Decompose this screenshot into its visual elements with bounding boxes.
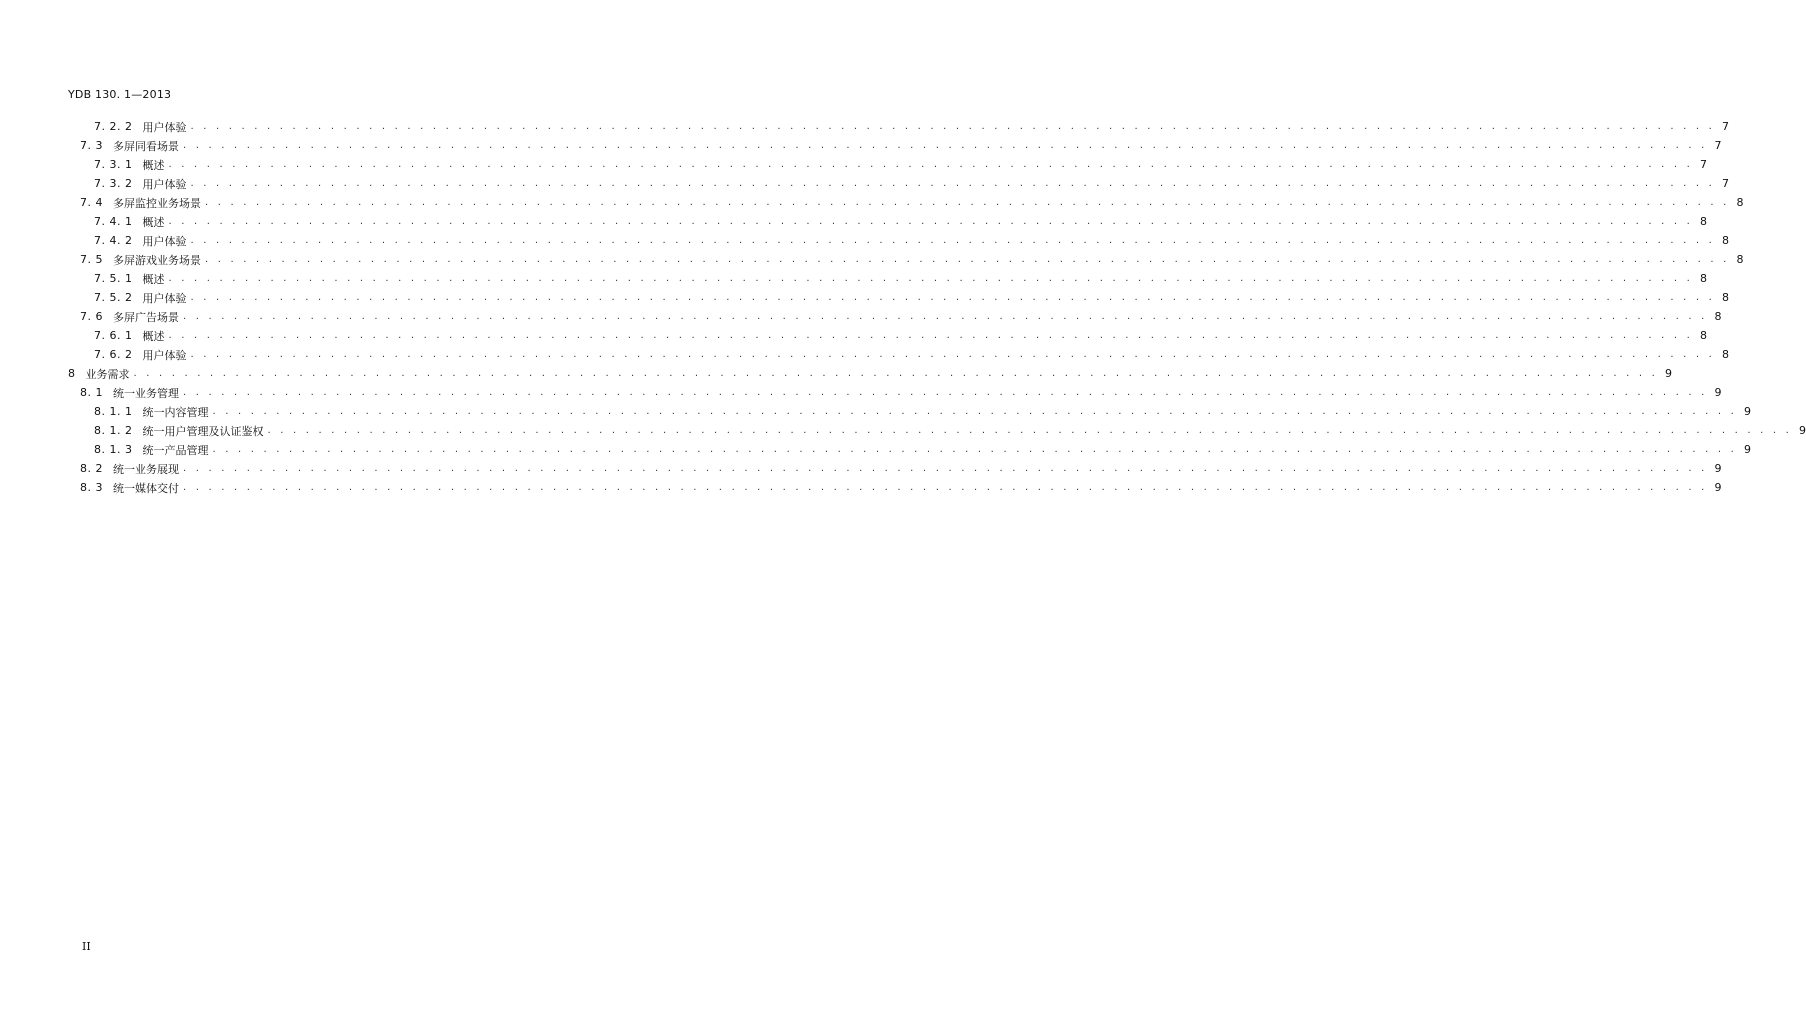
toc-entry[interactable] — [68, 459, 1722, 478]
toc-entry[interactable] — [68, 383, 1722, 402]
toc-entry[interactable] — [68, 193, 1744, 212]
toc-dot-leader: . . . . . . . . . . . . . . . . . . . . . . . . . . . . . . . . . . . . . . . . . . . . . . . . . . . . . . . . . . . . . . . . . . . . . . . . . . . . . . . . . . . . . . . . . . . . . . . . . . . . . . . . . . . . . . . . . . . . . . . . — [190, 348, 1715, 360]
toc-entry-page: 9 — [1714, 386, 1722, 399]
toc-dot-leader: . . . . . . . . . . . . . . . . . . . . . . . . . . . . . . . . . . . . . . . . . . . . . . . . . . . . . . . . . . . . . . . . . . . . . . . . . . . . . . . . . . . . . . . . . . . . . . . . . . . . . . . . . . . . . . . . . . . . . . . . — [168, 272, 1693, 284]
toc-entry-title: 多屏监控业务场景 — [113, 196, 201, 210]
toc-dot-leader: . . . . . . . . . . . . . . . . . . . . . . . . . . . . . . . . . . . . . . . . . . . . . . . . . . . . . . . . . . . . . . . . . . . . . . . . . . . . . . . . . . . . . . . . . . . . . . . . . . . . . . . . . . . . . . . . . . . . . . . . — [133, 367, 1659, 379]
toc-entry-page: 8 — [1700, 329, 1707, 342]
toc-entry-title: 多屏游戏业务场景 — [113, 253, 201, 267]
toc-entry-number: 8. 1. 1 — [94, 405, 133, 418]
toc-entry-number: 7. 6. 2 — [94, 348, 133, 361]
table-of-contents — [68, 117, 1806, 497]
toc-entry-page: 8 — [1722, 234, 1729, 247]
toc-entry[interactable] — [68, 250, 1744, 269]
toc-entry[interactable] — [68, 421, 1806, 440]
toc-entry-page: 7 — [1722, 177, 1729, 190]
toc-dot-leader: . . . . . . . . . . . . . . . . . . . . . . . . . . . . . . . . . . . . . . . . . . . . . . . . . . . . . . . . . . . . . . . . . . . . . . . . . . . . . . . . . . . . . . . . . . . . . . . . . . . . . . . . . . . . . . . . . . . . . . . . — [205, 196, 1730, 208]
toc-entry-title: 统一媒体交付 — [113, 481, 179, 495]
toc-dot-leader: . . . . . . . . . . . . . . . . . . . . . . . . . . . . . . . . . . . . . . . . . . . . . . . . . . . . . . . . . . . . . . . . . . . . . . . . . . . . . . . . . . . . . . . . . . . . . . . . . . . . . . . . . . . . . . . . . . . . . . . . — [190, 177, 1715, 189]
toc-dot-leader: . . . . . . . . . . . . . . . . . . . . . . . . . . . . . . . . . . . . . . . . . . . . . . . . . . . . . . . . . . . . . . . . . . . . . . . . . . . . . . . . . . . . . . . . . . . . . . . . . . . . . . . . . . . . . . . . . . . . . . . . — [183, 462, 1708, 474]
toc-entry-page: 8 — [1736, 253, 1744, 266]
toc-entry-number: 7. 4. 1 — [94, 215, 133, 228]
toc-dot-leader: . . . . . . . . . . . . . . . . . . . . . . . . . . . . . . . . . . . . . . . . . . . . . . . . . . . . . . . . . . . . . . . . . . . . . . . . . . . . . . . . . . . . . . . . . . . . . . . . . . . . . . . . . . . . . . . . . . . . . . . . — [212, 443, 1737, 455]
toc-entry-page: 8 — [1722, 291, 1729, 304]
toc-entry-title: 用户体验 — [142, 348, 187, 362]
toc-dot-leader: . . . . . . . . . . . . . . . . . . . . . . . . . . . . . . . . . . . . . . . . . . . . . . . . . . . . . . . . . . . . . . . . . . . . . . . . . . . . . . . . . . . . . . . . . . . . . . . . . . . . . . . . . . . . . . . . . . . . . . . . — [212, 405, 1737, 417]
toc-entry-page: 7 — [1714, 139, 1722, 152]
toc-dot-leader: . . . . . . . . . . . . . . . . . . . . . . . . . . . . . . . . . . . . . . . . . . . . . . . . . . . . . . . . . . . . . . . . . . . . . . . . . . . . . . . . . . . . . . . . . . . . . . . . . . . . . . . . . . . . . . . . . . . . . . . . — [168, 329, 1693, 341]
toc-entry[interactable] — [68, 364, 1673, 383]
toc-dot-leader: . . . . . . . . . . . . . . . . . . . . . . . . . . . . . . . . . . . . . . . . . . . . . . . . . . . . . . . . . . . . . . . . . . . . . . . . . . . . . . . . . . . . . . . . . . . . . . . . . . . . . . . . . . . . . . . . . . . . . . . . — [190, 120, 1715, 132]
toc-entry[interactable] — [68, 326, 1707, 345]
toc-entry-number: 7. 6 — [80, 310, 103, 323]
toc-dot-leader: . . . . . . . . . . . . . . . . . . . . . . . . . . . . . . . . . . . . . . . . . . . . . . . . . . . . . . . . . . . . . . . . . . . . . . . . . . . . . . . . . . . . . . . . . . . . . . . . . . . . . . . . . . . . . . . . . . . . . . . . — [205, 253, 1730, 265]
toc-entry[interactable] — [68, 307, 1722, 326]
toc-entry-title: 统一业务展现 — [113, 462, 179, 476]
toc-entry-number: 8 — [68, 367, 76, 380]
toc-entry-title: 用户体验 — [142, 234, 187, 248]
toc-entry[interactable] — [68, 174, 1729, 193]
toc-dot-leader: . . . . . . . . . . . . . . . . . . . . . . . . . . . . . . . . . . . . . . . . . . . . . . . . . . . . . . . . . . . . . . . . . . . . . . . . . . . . . . . . . . . . . . . . . . . . . . . . . . . . . . . . . . . . . . . . . . . . . . . . — [183, 139, 1708, 151]
toc-entry-title: 概述 — [142, 272, 165, 286]
toc-entry-number: 8. 1. 2 — [94, 424, 133, 437]
toc-entry-title: 统一产品管理 — [142, 443, 209, 457]
toc-dot-leader: . . . . . . . . . . . . . . . . . . . . . . . . . . . . . . . . . . . . . . . . . . . . . . . . . . . . . . . . . . . . . . . . . . . . . . . . . . . . . . . . . . . . . . . . . . . . . . . . . . . . . . . . . . . . . . . . . . . . . . . . — [168, 158, 1693, 170]
toc-entry[interactable] — [68, 478, 1722, 497]
toc-entry-title: 多屏同看场景 — [113, 139, 179, 153]
toc-entry-number: 8. 1 — [80, 386, 103, 399]
toc-entry[interactable] — [68, 212, 1707, 231]
toc-entry-page: 9 — [1744, 405, 1751, 418]
toc-dot-leader: . . . . . . . . . . . . . . . . . . . . . . . . . . . . . . . . . . . . . . . . . . . . . . . . . . . . . . . . . . . . . . . . . . . . . . . . . . . . . . . . . . . . . . . . . . . . . . . . . . . . . . . . . . . . . . . . . . . . . . . . — [183, 481, 1708, 493]
toc-entry-page: 9 — [1665, 367, 1673, 380]
toc-entry-page: 9 — [1744, 443, 1751, 456]
toc-entry[interactable] — [68, 269, 1707, 288]
toc-entry[interactable] — [68, 155, 1707, 174]
toc-entry-page: 8 — [1700, 272, 1707, 285]
toc-dot-leader: . . . . . . . . . . . . . . . . . . . . . . . . . . . . . . . . . . . . . . . . . . . . . . . . . . . . . . . . . . . . . . . . . . . . . . . . . . . . . . . . . . . . . . . . . . . . . . . . . . . . . . . . . . . . . . . . . . . . . . . . — [183, 386, 1708, 398]
toc-entry-page: 9 — [1799, 424, 1806, 437]
toc-entry-number: 7. 5. 1 — [94, 272, 133, 285]
toc-entry-number: 7. 2. 2 — [94, 120, 133, 133]
toc-entry-title: 用户体验 — [142, 177, 187, 191]
toc-entry-title: 用户体验 — [142, 291, 187, 305]
toc-entry-page: 9 — [1714, 462, 1722, 475]
toc-entry-title: 统一业务管理 — [113, 386, 179, 400]
toc-entry-number: 7. 3. 2 — [94, 177, 133, 190]
toc-entry[interactable] — [68, 402, 1751, 421]
toc-entry-number: 7. 3. 1 — [94, 158, 133, 171]
document-code-header: YDB 130. 1—2013 — [68, 88, 172, 101]
toc-entry[interactable] — [68, 136, 1722, 155]
toc-entry-page: 8 — [1700, 215, 1707, 228]
toc-entry-page: 9 — [1714, 481, 1722, 494]
toc-entry-title: 多屏广告场景 — [113, 310, 179, 324]
page-number-footer: II — [82, 940, 91, 953]
toc-entry-number: 7. 3 — [80, 139, 103, 152]
toc-dot-leader: . . . . . . . . . . . . . . . . . . . . . . . . . . . . . . . . . . . . . . . . . . . . . . . . . . . . . . . . . . . . . . . . . . . . . . . . . . . . . . . . . . . . . . . . . . . . . . . . . . . . . . . . . . . . . . . . . . . . . . . . — [190, 291, 1715, 303]
toc-entry-title: 统一内容管理 — [142, 405, 209, 419]
toc-entry-number: 8. 1. 3 — [94, 443, 133, 456]
toc-dot-leader: . . . . . . . . . . . . . . . . . . . . . . . . . . . . . . . . . . . . . . . . . . . . . . . . . . . . . . . . . . . . . . . . . . . . . . . . . . . . . . . . . . . . . . . . . . . . . . . . . . . . . . . . . . . . . . . . . . . . . . . . — [168, 215, 1693, 227]
toc-entry-page: 8 — [1736, 196, 1744, 209]
toc-entry-number: 7. 4 — [80, 196, 103, 209]
toc-entry-number: 8. 2 — [80, 462, 103, 475]
toc-entry-title: 概述 — [142, 329, 165, 343]
toc-entry-number: 7. 4. 2 — [94, 234, 133, 247]
toc-dot-leader: . . . . . . . . . . . . . . . . . . . . . . . . . . . . . . . . . . . . . . . . . . . . . . . . . . . . . . . . . . . . . . . . . . . . . . . . . . . . . . . . . . . . . . . . . . . . . . . . . . . . . . . . . . . . . . . . . . . . . . . . — [190, 234, 1715, 246]
toc-entry-title: 统一用户管理及认证鉴权 — [142, 424, 264, 438]
toc-entry-title: 概述 — [142, 158, 165, 172]
toc-entry-page: 7 — [1722, 120, 1729, 133]
toc-entry-number: 7. 5. 2 — [94, 291, 133, 304]
toc-entry-page: 7 — [1700, 158, 1707, 171]
toc-entry[interactable] — [68, 345, 1729, 364]
toc-entry[interactable] — [68, 288, 1729, 307]
toc-entry[interactable] — [68, 231, 1729, 250]
toc-entry-page: 8 — [1714, 310, 1722, 323]
toc-entry-page: 8 — [1722, 348, 1729, 361]
toc-entry[interactable] — [68, 440, 1751, 459]
toc-entry-title: 业务需求 — [85, 367, 130, 381]
toc-entry[interactable] — [68, 117, 1729, 136]
toc-dot-leader: . . . . . . . . . . . . . . . . . . . . . . . . . . . . . . . . . . . . . . . . . . . . . . . . . . . . . . . . . . . . . . . . . . . . . . . . . . . . . . . . . . . . . . . . . . . . . . . . . . . . . . . . . . . . . . . . . . . . . . . . — [267, 424, 1792, 436]
toc-entry-title: 概述 — [142, 215, 165, 229]
toc-entry-number: 7. 5 — [80, 253, 103, 266]
toc-entry-number: 8. 3 — [80, 481, 103, 494]
toc-entry-number: 7. 6. 1 — [94, 329, 133, 342]
toc-dot-leader: . . . . . . . . . . . . . . . . . . . . . . . . . . . . . . . . . . . . . . . . . . . . . . . . . . . . . . . . . . . . . . . . . . . . . . . . . . . . . . . . . . . . . . . . . . . . . . . . . . . . . . . . . . . . . . . . . . . . . . . . — [183, 310, 1708, 322]
toc-entry-title: 用户体验 — [142, 120, 187, 134]
